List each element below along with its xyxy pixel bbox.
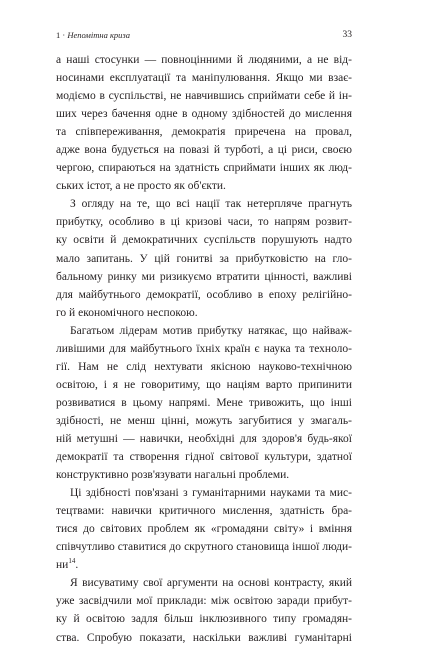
text-line: носинами експлуатації та маніпулювання. Якщо ми взає- xyxy=(56,72,352,85)
text-line: розвиватися в цьому напрямі. Мене тривожить, що інші xyxy=(56,396,352,409)
text-line: ній метушні — навички, необхідні для здоров'я будь-якої xyxy=(56,432,352,445)
paragraph-first-line: Ці здібності пов'язані з гуманітарними науками та мис- xyxy=(70,487,352,500)
text-line: бальному ринку ми ризикуємо втратити цінності, важливі xyxy=(56,270,352,283)
chapter-number: 1 xyxy=(56,30,61,40)
text-line: адже вона будується на повазі й турботі, а ці риси, своєю xyxy=(56,144,352,157)
header-separator: · xyxy=(62,30,66,40)
text-line: тися до світових проблем як «громадяни світу» і вміння xyxy=(56,523,352,536)
running-head-left xyxy=(56,28,130,42)
running-header xyxy=(56,28,352,42)
text-line xyxy=(56,556,352,574)
line-text: ни xyxy=(56,559,69,572)
text-line: чергою, спираються на здатність сприймати інших як люд- xyxy=(56,162,352,175)
text-line: ливішими для майбутнього їхніх країн є наука та техноло- xyxy=(56,342,352,355)
text-line: ку освіти й демократичних суспільств порушують надто xyxy=(56,234,352,247)
text-line: співчутливо ставитися до скрутного становища іншої люди- xyxy=(56,541,352,554)
text-line: уже засвідчили мої приклади: між освітою заради прибут- xyxy=(56,595,352,608)
text-line: демократії та створення гідної світової культури, здатної xyxy=(56,451,352,464)
text-line: ських істот, а не просто як об'єкти. xyxy=(56,180,226,193)
page-number: 33 xyxy=(342,30,352,40)
paragraph-first-line: Я висуватиму свої аргументи на основі контрасту, який xyxy=(70,577,352,590)
text-line: ку й освітою задля більш інклюзивного типу громадян- xyxy=(56,613,352,626)
text-line: та співпереживання, демократія приречена на провал, xyxy=(56,126,352,139)
chapter-title: Непомітна криза xyxy=(67,30,130,40)
text-line: го й економічного неспокою. xyxy=(56,306,198,319)
text-line: мало запитань. У цій гонитві за прибутковістю на гло- xyxy=(56,252,352,265)
text-line: конструктивно розв'язувати нагальні проблеми. xyxy=(56,469,290,482)
text-line: тецтвами: навички критичного мислення, здатність бра- xyxy=(56,505,352,518)
text-line: модіємо в суспільстві, не навчившись сприймати себе й ін- xyxy=(56,90,352,103)
footnote-marker[interactable]: 14 xyxy=(68,557,76,566)
paragraph-first-line: Багатьом лідерам мотив прибутку натякає, що найваж- xyxy=(70,324,352,337)
text-line: для майбутнього демократії, особливо в епоху релігійно- xyxy=(56,288,352,301)
text-line: а наші стосунки — повноцінними й людяними, а не від- xyxy=(56,54,352,66)
text-line: прибутку, особливо в ці кризові часи, то напрям розвит- xyxy=(56,216,352,229)
text-line: здібності, не менш цінні, можуть загубитися у змагаль- xyxy=(56,414,352,427)
paragraph-first-line: З огляду на те, що всі нації так нетерпляче прагнуть xyxy=(70,198,352,211)
text-line: ства. Спробую показати, наскільки важливі гуманітарні xyxy=(56,631,352,644)
text-line: гії. Нам не слід нехтувати якісною науково-технічною xyxy=(56,360,352,373)
body-text xyxy=(56,51,352,647)
line-tail: . xyxy=(75,559,79,572)
text-line: ших через бачення одне в одному здібностей до мислення xyxy=(56,108,352,121)
text-line: освітою, і я не говоритиму, що націям варто припинити xyxy=(56,378,352,391)
